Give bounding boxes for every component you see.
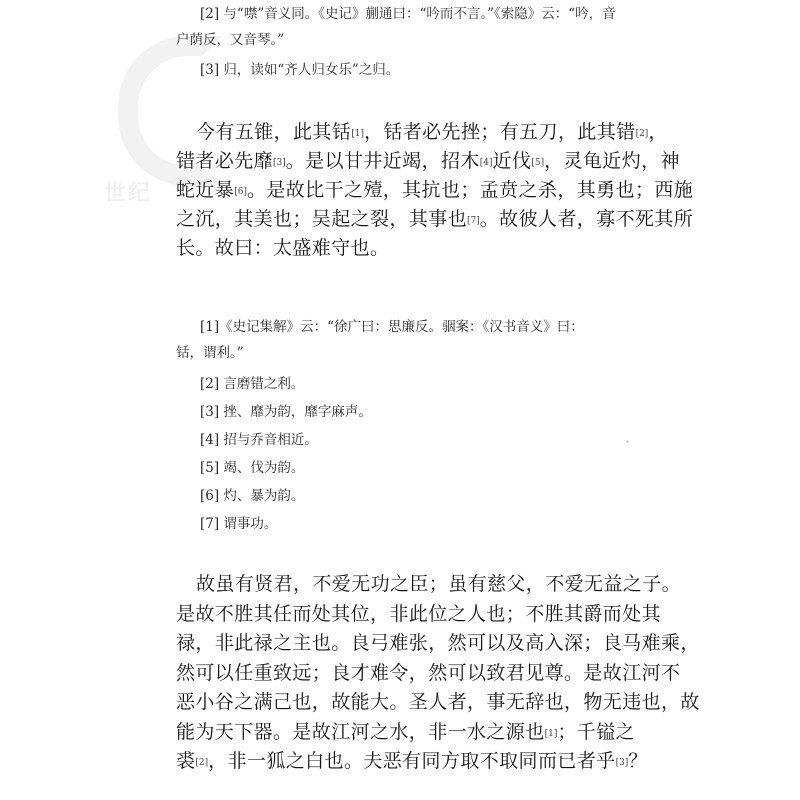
footnote-line: [3] 挫、靡为韵，靡字麻声。: [200, 404, 372, 420]
text-segment: ？: [628, 750, 648, 772]
footnote-line: 户荫反，又音琴。”: [176, 32, 285, 48]
text-segment: 错者必先靡: [176, 150, 274, 172]
footnote-line: [1]《史记集解》云：“徐广曰：思廉反。骃案：《汉书音义》曰：: [200, 319, 584, 335]
footnote-ref: [7]: [467, 216, 480, 226]
footnote-ref: [3]: [615, 758, 629, 768]
text-segment: 近伐: [492, 150, 532, 172]
text-segment: 。是故比干之殪，其抗也；孟贲之杀，其勇也；西施: [246, 179, 694, 201]
text-line: [196, 118, 668, 147]
footnote-line: [4] 招与乔音相近。: [200, 432, 318, 448]
footnote-line: [2] 言磨错之利。: [200, 376, 305, 392]
watermark-text: 世纪: [104, 181, 153, 206]
text-line: [176, 629, 700, 658]
text-segment: 故虽有贤君，不爱无功之臣；虽有慈父，不爱无益之子。: [196, 573, 682, 595]
footnote-ref: [2]: [195, 758, 209, 768]
text-segment: 蛇近暴: [176, 179, 235, 201]
text-segment: 。故彼人者，寡不死其所: [479, 208, 694, 230]
text-segment: ，灵龟近灼，神: [544, 150, 680, 172]
footnote-ref: [3]: [273, 158, 286, 168]
text-line: [176, 600, 661, 629]
text-line: [176, 659, 680, 688]
text-segment: ，: [648, 121, 668, 143]
print-speck: [626, 440, 629, 443]
text-line: [176, 176, 693, 205]
footnote-line: 铦，谓利。”: [176, 345, 244, 361]
footnote-ref: [6]: [234, 187, 247, 197]
text-segment: 然可以任重致远；良才难令，然可以致君见尊。是故江河不: [176, 662, 681, 684]
footnote-line: [3] 归，读如“齐人归女乐”之归。: [200, 62, 400, 78]
text-line: [176, 147, 680, 176]
text-segment: 之沉，其美也；吴起之裂，其事也: [176, 208, 468, 230]
footnote-ref: [4]: [479, 158, 493, 168]
text-line: [176, 747, 648, 776]
text-segment: 能为天下器。是故江河之水，非一水之源也: [176, 721, 545, 743]
text-segment: 长。故曰：太盛难守也。: [176, 237, 390, 259]
text-segment: 今有五锥，此其铦: [196, 121, 352, 143]
footnote-ref: [1]: [544, 729, 558, 739]
footnote-ref: [5]: [531, 158, 545, 168]
text-segment: 是故不胜其任而处其位，非此位之人也；不胜其爵而处其: [176, 603, 662, 625]
footnote-ref: [2]: [635, 129, 649, 139]
text-segment: ，铦者必先挫；有五刀，此其错: [363, 121, 636, 143]
text-line: [176, 205, 693, 234]
footnote-line: [7] 谓事功。: [200, 516, 278, 532]
footnote-line: [5] 竭、伐为韵。: [200, 460, 305, 476]
text-line: [176, 234, 389, 263]
text-line: [196, 570, 681, 599]
text-segment: 裘: [176, 750, 196, 772]
text-segment: ，非一狐之白也。夫恶有同方取不取同而已者乎: [208, 750, 616, 772]
footnote-ref: [1]: [351, 129, 364, 139]
footnote-line: [6] 灼、暴为韵。: [200, 488, 305, 504]
text-line: [176, 688, 700, 717]
text-line: [176, 718, 635, 747]
text-segment: 。是以甘井近竭，招木: [285, 150, 480, 172]
text-segment: 恶小谷之满己也，故能大。圣人者，事无辞也，物无违也，故: [176, 691, 700, 713]
text-segment: ；千镒之: [557, 721, 635, 743]
text-segment: 禄，非此禄之主也。良弓难张，然可以及高入深；良马难乘，: [176, 632, 700, 654]
footnote-line: [2] 与“噤”音义同。《史记》蒯通曰：“吟而不言。”《索隐》云：“吟，音: [200, 6, 616, 22]
